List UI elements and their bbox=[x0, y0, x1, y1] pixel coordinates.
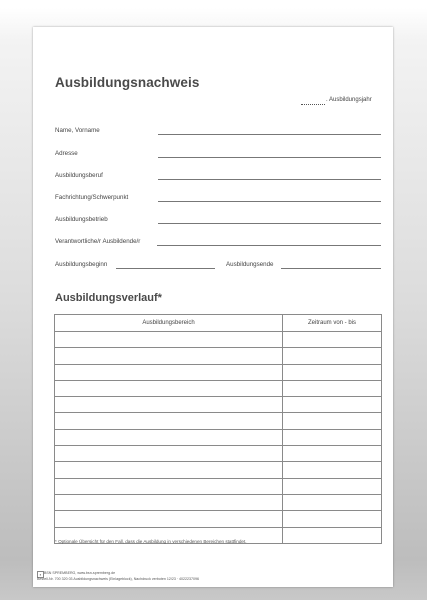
table-row bbox=[55, 348, 382, 364]
footer-order-info: Bestell-Nr. 700 320 03 Ausbildungsnachweis (Einlageblock), Nachdruck verboten 12/23 · 4022237096 bbox=[37, 577, 200, 581]
year-label: . Ausbildungsjahr bbox=[326, 97, 372, 103]
cell-ausbildungsbereich[interactable] bbox=[55, 462, 283, 478]
cell-ausbildungsbereich[interactable] bbox=[55, 397, 283, 413]
header-zeitraum: Zeitraum von - bis bbox=[283, 315, 382, 332]
table-body bbox=[55, 332, 382, 544]
table-row bbox=[55, 397, 382, 413]
publisher-logo-icon: ▪ bbox=[37, 571, 44, 578]
cell-ausbildungsbereich[interactable] bbox=[55, 446, 283, 462]
ausbildungsverlauf-table bbox=[54, 314, 382, 544]
table-header-row bbox=[55, 315, 382, 332]
betrieb-line[interactable] bbox=[158, 223, 381, 224]
cell-ausbildungsbereich[interactable] bbox=[55, 494, 283, 510]
name-line[interactable] bbox=[158, 134, 381, 135]
cell-zeitraum[interactable] bbox=[283, 478, 382, 494]
fachrichtung-label: Fachrichtung/Schwerpunkt bbox=[55, 194, 129, 201]
cell-zeitraum[interactable] bbox=[283, 413, 382, 429]
cell-zeitraum[interactable] bbox=[283, 348, 382, 364]
table-row bbox=[55, 511, 382, 527]
cell-zeitraum[interactable] bbox=[283, 429, 382, 445]
table-row bbox=[55, 364, 382, 380]
verantwortlich-line[interactable] bbox=[157, 245, 381, 246]
beruf-label: Ausbildungsberuf bbox=[55, 172, 103, 179]
cell-zeitraum[interactable] bbox=[283, 511, 382, 527]
footer-publisher: BSN SPREMBERG, www.bsn-spremberg.de bbox=[44, 571, 116, 575]
year-number-blank[interactable] bbox=[301, 98, 325, 105]
beruf-line[interactable] bbox=[158, 179, 381, 180]
cell-zeitraum[interactable] bbox=[283, 446, 382, 462]
cell-ausbildungsbereich[interactable] bbox=[55, 413, 283, 429]
cell-ausbildungsbereich[interactable] bbox=[55, 380, 283, 396]
table-row bbox=[55, 380, 382, 396]
adresse-line[interactable] bbox=[158, 157, 381, 158]
beginn-line[interactable] bbox=[116, 268, 215, 269]
adresse-label: Adresse bbox=[55, 150, 78, 157]
table-row bbox=[55, 446, 382, 462]
cell-ausbildungsbereich[interactable] bbox=[55, 332, 283, 348]
form-sheet bbox=[33, 27, 393, 587]
cell-zeitraum[interactable] bbox=[283, 332, 382, 348]
verantwortlich-label: Verantwortliche/r Ausbildende/r bbox=[55, 238, 141, 245]
cell-zeitraum[interactable] bbox=[283, 494, 382, 510]
betrieb-label: Ausbildungsbetrieb bbox=[55, 216, 108, 223]
table-row bbox=[55, 332, 382, 348]
cell-zeitraum[interactable] bbox=[283, 380, 382, 396]
cell-ausbildungsbereich[interactable] bbox=[55, 348, 283, 364]
ende-label: Ausbildungsende bbox=[226, 261, 274, 268]
cell-ausbildungsbereich[interactable] bbox=[55, 364, 283, 380]
cell-ausbildungsbereich[interactable] bbox=[55, 478, 283, 494]
table-row bbox=[55, 494, 382, 510]
cell-zeitraum[interactable] bbox=[283, 527, 382, 543]
cell-zeitraum[interactable] bbox=[283, 397, 382, 413]
name-label: Name, Vorname bbox=[55, 127, 100, 134]
document-title: Ausbildungsnachweis bbox=[55, 75, 200, 90]
fachrichtung-line[interactable] bbox=[158, 201, 381, 202]
table-row bbox=[55, 413, 382, 429]
cell-zeitraum[interactable] bbox=[283, 364, 382, 380]
table-row bbox=[55, 478, 382, 494]
cell-ausbildungsbereich[interactable] bbox=[55, 429, 283, 445]
footnote: * Optionale Übersicht für den Fall, dass die Ausbildung in verschiedenen Bereichen stattfindet. bbox=[55, 539, 247, 544]
table-row bbox=[55, 429, 382, 445]
cell-ausbildungsbereich[interactable] bbox=[55, 511, 283, 527]
cell-zeitraum[interactable] bbox=[283, 462, 382, 478]
ende-line[interactable] bbox=[281, 268, 381, 269]
header-ausbildungsbereich: Ausbildungsbereich bbox=[55, 315, 283, 332]
beginn-label: Ausbildungsbeginn bbox=[55, 261, 108, 268]
table-row bbox=[55, 462, 382, 478]
section-title: Ausbildungsverlauf* bbox=[55, 292, 162, 304]
